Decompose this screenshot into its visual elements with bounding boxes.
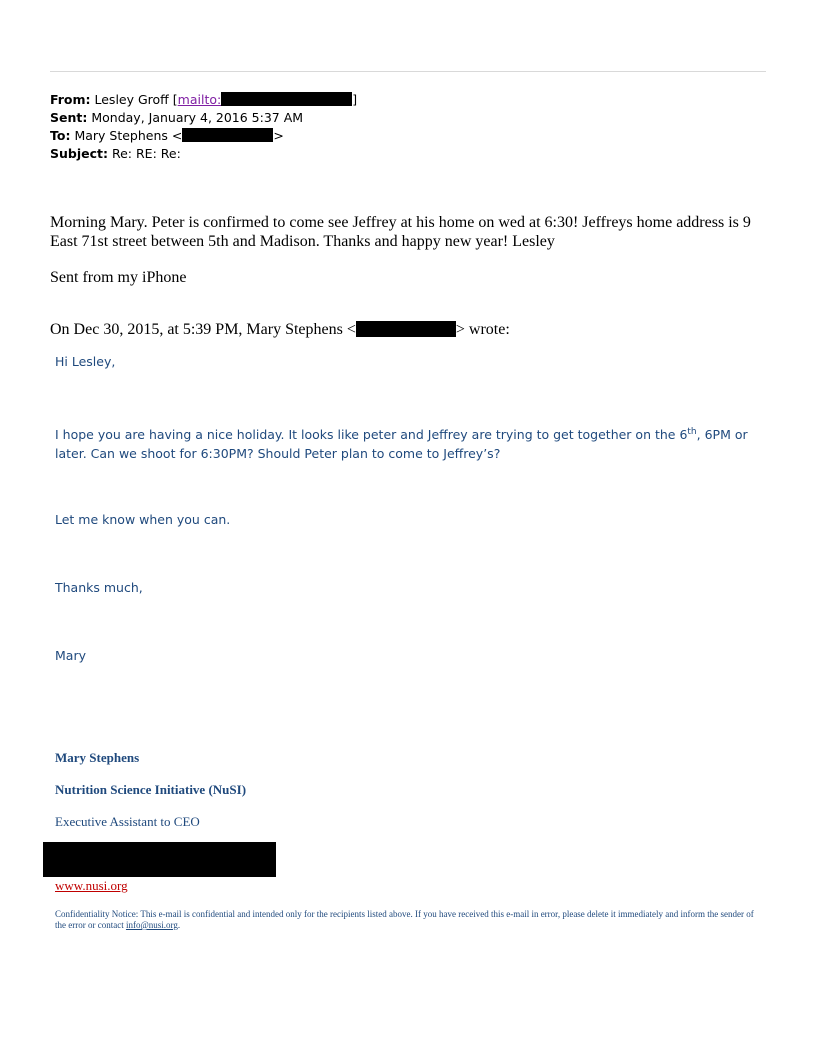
confidentiality-notice bbox=[55, 909, 760, 931]
redacted-email bbox=[182, 128, 273, 142]
quote-intro-start: On Dec 30, 2015, at 5:39 PM, Mary Stephens < bbox=[50, 321, 356, 338]
quoted-greeting: Hi Lesley, bbox=[55, 354, 116, 369]
subject-label: Subject: bbox=[50, 146, 108, 161]
from-line bbox=[50, 91, 357, 109]
quoted-para1-start: I hope you are having a nice holiday. It looks like peter and Jeffrey are trying to get together on the 6 bbox=[55, 427, 688, 443]
quote-intro-end: > wrote: bbox=[455, 321, 510, 338]
sent-label: Sent: bbox=[50, 110, 88, 125]
website-link[interactable]: www.nusi.org bbox=[55, 878, 128, 893]
reply-body: Morning Mary. Peter is confirmed to come see Jeffrey at his home on wed at 6:30! Jeffreys home address is 9 East 71st street between 5th and Madison. Thanks and happy new year! Lesley bbox=[50, 214, 751, 250]
notice-end: . bbox=[177, 920, 181, 930]
signature-name: Mary Stephens bbox=[55, 750, 140, 765]
redacted-block bbox=[43, 842, 276, 877]
to-line bbox=[50, 127, 284, 145]
subject-line bbox=[50, 145, 181, 163]
header-divider bbox=[50, 71, 766, 72]
quoted-para1-end: , 6PM or later. Can we shoot for 6:30PM? Should Peter plan to come to Jeffrey’s? bbox=[55, 427, 748, 462]
subject-value: Re: RE: Re: bbox=[111, 146, 181, 161]
sent-value: Monday, January 4, 2016 5:37 AM bbox=[91, 110, 304, 125]
to-label: To: bbox=[50, 128, 71, 143]
to-name: Mary Stephens < bbox=[74, 128, 183, 143]
mailto-link[interactable]: mailto: bbox=[177, 92, 222, 107]
signature-title: Executive Assistant to CEO bbox=[55, 814, 200, 829]
from-name: Lesley Groff [ bbox=[94, 92, 178, 107]
sent-line bbox=[50, 109, 303, 127]
redacted-email bbox=[356, 321, 456, 337]
to-close: > bbox=[273, 128, 284, 143]
quoted-closing: Thanks much, bbox=[55, 580, 143, 595]
quoted-paragraph-1 bbox=[55, 423, 765, 463]
reply-signature: Sent from my iPhone bbox=[50, 269, 187, 286]
quote-intro bbox=[50, 320, 510, 339]
quoted-name: Mary bbox=[55, 648, 86, 663]
notice-text: Confidentiality Notice: This e-mail is confidential and intended only for the recipients listed above. If you have received this e-mail in error, please delete it immediately and inform the sender of the error or contact bbox=[55, 909, 754, 930]
quoted-para1-sup: th bbox=[687, 427, 697, 437]
from-label: From: bbox=[50, 92, 91, 107]
signature-org: Nutrition Science Initiative (NuSI) bbox=[55, 782, 247, 797]
redacted-email bbox=[221, 92, 352, 106]
notice-email-link[interactable]: info@nusi.org bbox=[125, 920, 178, 930]
quoted-paragraph-2: Let me know when you can. bbox=[55, 512, 231, 527]
from-close: ] bbox=[352, 92, 358, 107]
